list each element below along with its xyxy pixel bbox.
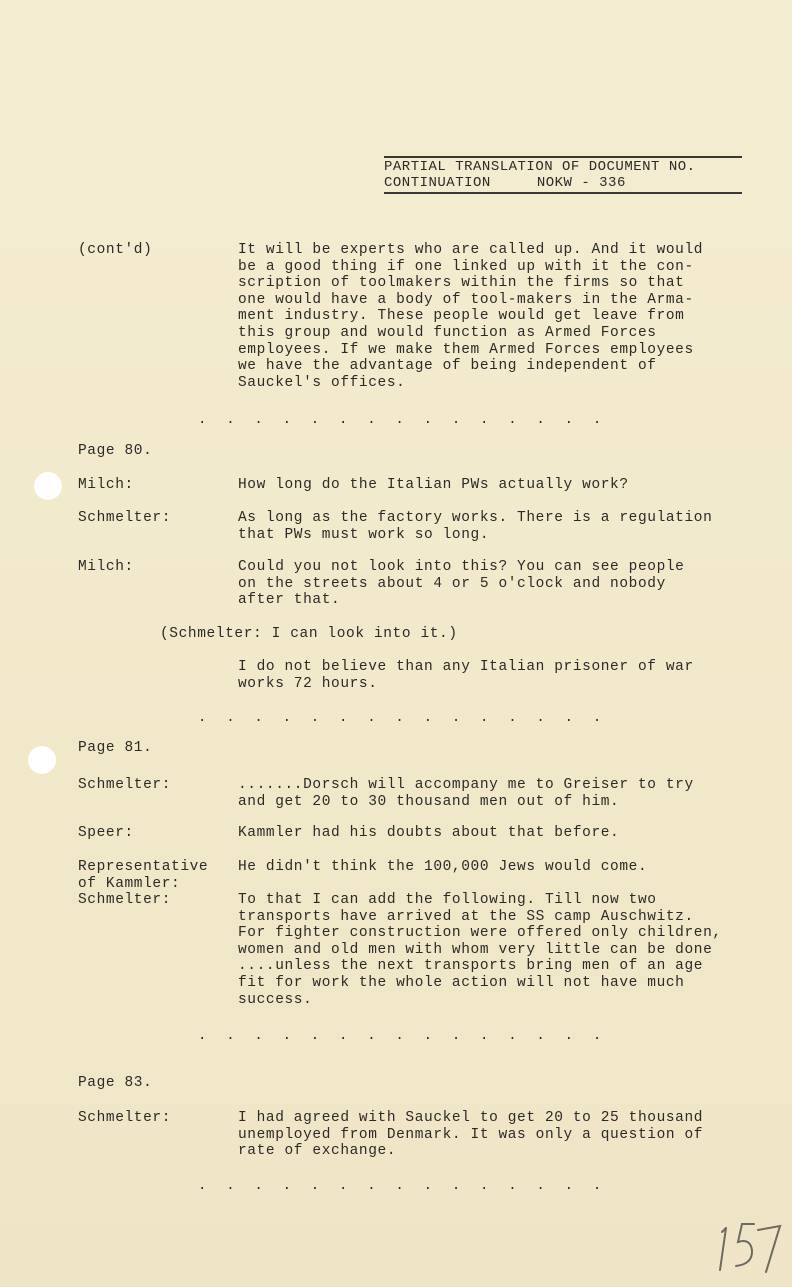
document-header — [384, 156, 742, 194]
section-divider: . . . . . . . . . . . . . . . — [198, 412, 607, 428]
schmelter-statement: To that I can add the following. Till now two transports have arrived at the SS camp Auschwitz. For fighter construction were offered only children, women and old men with whom very little can be done ....unless the next transports bring men of an age fit for work the whole action will not have much success. — [238, 892, 722, 1008]
aside-remark: (Schmelter: I can look into it.) — [160, 626, 458, 642]
page-heading-83: Page 83. — [78, 1075, 153, 1091]
section-divider: . . . . . . . . . . . . . . . — [198, 1178, 607, 1194]
milch-statement: Could you not look into this? You can see people on the streets about 4 or 5 o'clock and nobody after that. — [238, 559, 685, 609]
speaker-label-representative: Representative of Kammler: — [78, 859, 209, 892]
page-heading-81: Page 81. — [78, 740, 153, 756]
paragraph-contd: It will be experts who are called up. And it would be a good thing if one linked up with it the con- scription of toolmakers within the firms so that one would have a body of tool-makers in the Arma- ment industry. These people would get leave from this group and would function as Armed Forces employees. If we make them Armed Forces employees we have the advantage of being independent of Sauckel's offices. — [238, 242, 704, 391]
milch-statement: How long do the Italian PWs actually work? — [238, 477, 629, 493]
speaker-label-speer: Speer: — [78, 825, 134, 841]
handwritten-page-number-icon — [716, 1216, 782, 1274]
speaker-label-schmelter: Schmelter: — [78, 1110, 172, 1126]
header-doc-number: NOKW - 336 — [536, 175, 626, 191]
section-divider: . . . . . . . . . . . . . . . — [198, 1028, 607, 1044]
section-divider: . . . . . . . . . . . . . . . — [198, 710, 607, 726]
punch-hole — [34, 472, 62, 500]
punch-hole — [28, 746, 56, 774]
speaker-label-milch: Milch: — [78, 559, 134, 575]
speaker-label-schmelter: Schmelter: — [78, 510, 172, 526]
schmelter-statement: I had agreed with Sauckel to get 20 to 25 thousand unemployed from Denmark. It was only a question of rate of exchange. — [238, 1110, 704, 1160]
header-title: PARTIAL TRANSLATION OF DOCUMENT NO. — [384, 159, 696, 175]
header-continuation: CONTINUATION — [384, 175, 491, 191]
schmelter-statement: .......Dorsch will accompany me to Greiser to try and get 20 to 30 thousand men out of him. — [238, 777, 694, 810]
milch-continuation: I do not believe than any Italian prisoner of war works 72 hours. — [238, 659, 694, 692]
speaker-label-schmelter: Schmelter: — [78, 777, 172, 793]
speaker-label-schmelter: Schmelter: — [78, 892, 172, 908]
speer-statement: Kammler had his doubts about that before. — [238, 825, 620, 841]
speaker-label-contd: (cont'd) — [78, 242, 153, 258]
page-heading-80: Page 80. — [78, 443, 153, 459]
handwritten-page-number — [716, 1216, 782, 1279]
representative-statement: He didn't think the 100,000 Jews would come. — [238, 859, 648, 875]
speaker-label-milch: Milch: — [78, 477, 134, 493]
schmelter-statement: As long as the factory works. There is a regulation that PWs must work so long. — [238, 510, 713, 543]
